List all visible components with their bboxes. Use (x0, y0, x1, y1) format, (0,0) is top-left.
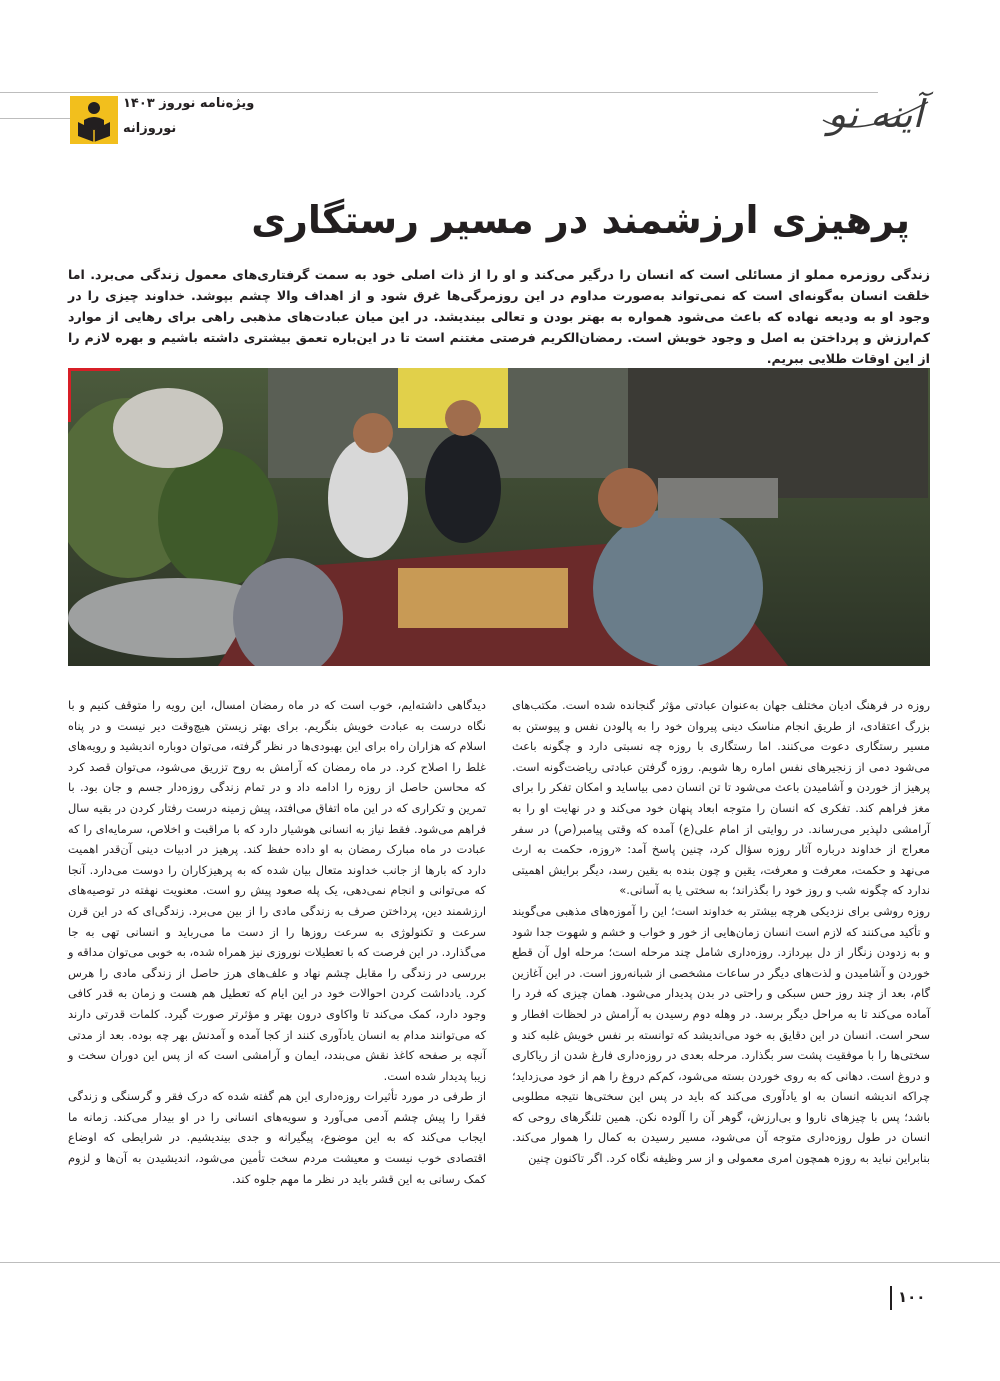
header-rule-short (0, 118, 70, 119)
reading-person-icon (70, 96, 118, 144)
photo-accent-vertical (68, 368, 71, 422)
paragraph: دیدگاهی داشته‌ایم، خوب است که در ماه رمضان امسال، این رویه را متوقف کنیم و با نگاه درست به عبادت خویش بنگریم. برای بهتر زیستن هیچ‌وقت دیر نیست و در پناه اسلام که هزاران راه برای این بهبودی‌ها در نظر گرفته، می‌توان دوباره اندیشید و رویه‌های غلط را اصلاح کرد. در ماه رمضان که آرامش به روح تزریق می‌شود، می‌توان قصد کرد که محاسن حاصل از روزه را ادامه داد و در تمام زندگی روزه‌دار جسم و جان بود. با تمرین و تکراری که در این ماه اتفاق می‌افتد، پیش زمینه درست رفتار کردن در بقیه سال فراهم می‌شود. فقط نیاز به انسانی هوشیار دارد که با مراقبت و اخلاص، سرمایه‌ای را که عبادت در ماه مبارک رمضان به او داده حفظ کند. پرهیز در ادبیات دینی آن‌قدر اهمیت دارد که بارها از جانب خداوند متعال بیان شده که به پرهیزکاران را دوست می‌دارد. آنجا که می‌توانی و انجام نمی‌دهی، یک پله صعود پیش رو است. معنویت نهفته در توصیه‌های ارزشمند دین، پرداختن صرف به زندگی مادی را از بین می‌برد. زندگی‌ای که در این قرن سرعت و تکنولوژی به سرعت روزها را از دست ما می‌رباید و انسانی تهی به جا می‌گذارد. در این فرصت که با تعطیلات نوروزی نیز همراه شده، به خوبی می‌توان مداقه و بررسی در زندگی را مقابل چشم نهاد و علف‌های هرز حاصل از زندگی مادی را هرس کرد. یادداشت کردن احوالات خود در این ایام که تعطیل هم هست و زمان به قدر کافی وجود دارد، کمک می‌کند تا واکاوی درون بهتر و مؤثرتر صورت گیرد. کلمات قدرتی دارند که می‌توانند مدام به انسان یادآوری کنند از کجا آمده و آمدنش بهر چه بوده. بعد از مدتی آنچه بر صفحه کاغذ نقش می‌بندد، ایمان و آرامشی است که از پس این دوران سخت و زیبا پدیدار شده است. (68, 698, 486, 1083)
body-column-right (512, 695, 930, 1169)
logo-text: آینه نو (827, 92, 924, 136)
magazine-logo (818, 62, 933, 162)
page-number-bar (890, 1286, 892, 1310)
paragraph: روزه در فرهنگ ادیان مختلف جهان به‌عنوان عبادتی مؤثر گنجانده شده است. مکتب‌های بزرگ اعتقادی، از طریق انجام مناسک دینی پیروان خود را به پالودن نفس و پیوستن به مسیر رستگاری دعوت می‌کنند. اما رستگاری با روزه چه نسبتی دارد و چگونه باعث می‌شود دمی از زنجیرهای نفس اماره رها شویم. روزه گرفتن عبادتی ریاضت‌گونه است. پرهیز از خوردن و آشامیدن باعث می‌شود تا تن انسان دمی بیاساید و امکان تفکر را برای مغز فراهم کند. تفکری که انسان را متوجه ابعاد پنهان خود می‌کند و در نهایت او را به آرامشی دلپذیر می‌رساند. در روایتی از امام علی(ع) آمده که وقتی پیامبر(ص) در سفر معراج از خداوند درباره آثار روزه سؤال کرد، چنین پاسخ آمد: «روزه، حکمت به ارث می‌نهد و حکمت، معرفت و معرفت، یقین و چون بنده به یقین رسد، دیگر برایش اهمیتی ندارد که چگونه شب و روز خود را بگذراند؛ به سختی یا به آسانی.» (512, 698, 930, 898)
issue-label: ویژه‌نامه نوروز ۱۴۰۳ (123, 96, 255, 111)
article-photo (68, 368, 930, 666)
article-title: پرهیزی ارزشمند در مسیر رستگاری (251, 198, 910, 242)
paragraph: از طرفی در مورد تأثیرات روزه‌داری این هم گفته شده که درک فقر و گرسنگی و زندگی فقرا را پیش چشم آدمی می‌آورد و سویه‌های انسانی را در او بیدار می‌کند. زمانه ما ایجاب می‌کند که به این موضوع، پیگیرانه و جدی بیندیشیم. در شرایطی که اوضاع اقتصادی خوب نیست و معیشت مردم سخت تأمین می‌شود، اندیشیدن به آن‌ها و لزوم کمک رسانی به این قشر باید در نظر ما مهم جلوه کند. (68, 1089, 486, 1186)
article-lead: زندگی روزمره مملو از مسائلی است که انسان را درگیر می‌کند و او را از ذات اصلی خود به سمت گرفتاری‌های معمول زندگی می‌برد. اما خلقت انسان به‌گونه‌ای است که نمی‌تواند به‌صورت مداوم در این روزمرگی‌ها غرق شود و از اهداف والا چشم بپوشد. خداوند چیزی را در وجود او به ودیعه نهاده که باعث می‌شود همواره به بهتر بودن و تعالی بیندیشد. در این میان عبادت‌های مذهبی راهی برای رهایی از موارد کم‌ارزش و پرداختن به اصل و وجود خویش است. رمضان‌الکریم فرصتی مغتنم است تا در این‌باره تعمق بیشتری داشته باشیم و بهره لازم را از این اوقات طلایی ببریم. (68, 267, 930, 366)
header-rule (0, 92, 878, 93)
section-label: نوروزانه (123, 121, 177, 136)
paragraph: روزه روشی برای نزدیکی هرچه بیشتر به خداوند است؛ این را آموزه‌های مذهبی می‌گویند و تأکید می‌کنند که لازم است انسان زمان‌هایی از خور و خواب و خشم و شهوت جدا شود و به زدودن زنگار از دل بپردازد. روزه‌داری شامل چند مرحله است؛ مرحله اول آن قطع خوردن و آشامیدن و لذت‌های دیگر در ساعات مشخصی از شبانه‌روز است. در این آغازین گام، بعد از چند روز حس سبکی و راحتی در بدن پدیدار می‌شود. همان چیزی که فرد را آماده می‌کند تا به مراحل دیگر برسد. در وهله دوم رسیدن به آرامش در لحظات افطار و سحر است. انسان در این دقایق به خود می‌اندیشد که توانسته بر نفس خویش غلبه کند و سختی‌ها را با موفقیت پشت سر بگذارد. مرحله بعدی در روزه‌داری فارغ شدن از ریاکاری و دروغ است. دهانی که به روی خوردن بسته می‌شود، کم‌کم دروغ را هم از خود می‌زداید؛ چراکه اندیشه انسان به او یادآوری می‌کند که باید در پس این سختی‌ها نتیجه مطلوبی باشد؛ پس با چیزهای ناروا و بی‌ارزش، گوهر آن را آلوده نکن. همین تلنگرهای روحی که انسان در طول روزه‌داری متوجه آن می‌شود، مسیر رسیدن به کمال را هموار می‌کند. بنابراین نباید به روزه همچون امری معمولی و از سر وظیفه نگاه کرد. اگر تاکنون چنین (512, 903, 930, 1166)
body-column-left (68, 695, 486, 1189)
photo-accent-horizontal (68, 368, 120, 371)
page-number: ۱۰۰ (898, 1288, 926, 1306)
footer-rule (0, 1262, 1000, 1263)
